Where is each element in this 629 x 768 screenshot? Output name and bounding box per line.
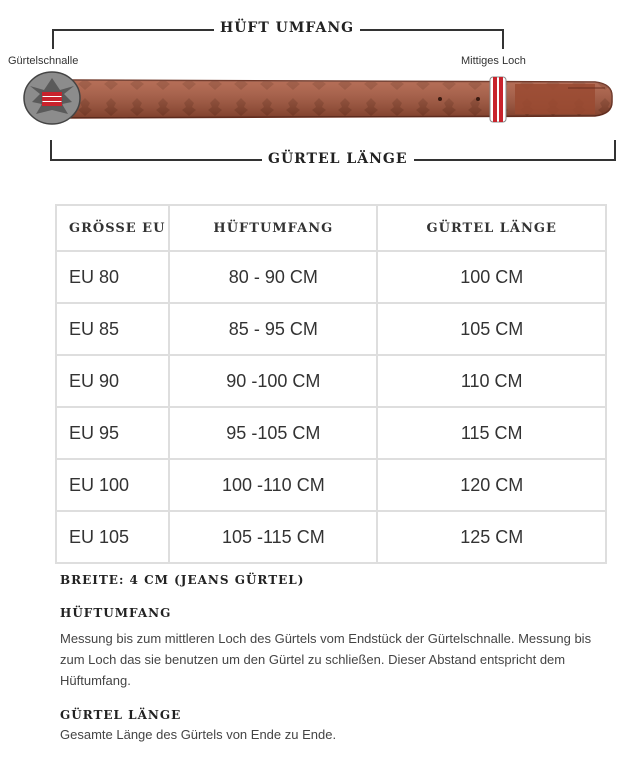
cell-length: 110 CM: [377, 355, 606, 407]
table-row: [56, 355, 606, 407]
cell-size: EU 90: [56, 355, 169, 407]
cell-hip: 80 - 90 CM: [169, 251, 377, 303]
hip-label: HÜFT UMFANG: [214, 20, 360, 36]
cell-length: 100 CM: [377, 251, 606, 303]
length-note-title: GÜRTEL LÄNGE: [60, 708, 182, 722]
cell-hip: 85 - 95 CM: [169, 303, 377, 355]
table-row: [56, 459, 606, 511]
hip-bracket-left: [52, 29, 54, 49]
cell-length: 125 CM: [377, 511, 606, 563]
hip-note-text: Messung bis zum mittleren Loch des Gürtels vom Endstück der Gürtelschnalle. Messung bis zum Loch das sie benutzen um den Gürtel zu schließen. Dieser Abstand entspricht dem Hüftumfang.: [60, 631, 592, 688]
belt-illustration: [20, 68, 620, 138]
width-note: BREITE: 4 CM (JEANS GÜRTEL): [60, 573, 305, 587]
cell-hip: 105 -115 CM: [169, 511, 377, 563]
length-bracket-right: [614, 140, 616, 160]
size-table: [55, 204, 607, 564]
table-row: [56, 303, 606, 355]
cell-hip: 95 -105 CM: [169, 407, 377, 459]
header-length: GÜRTEL LÄNGE: [377, 205, 606, 251]
cell-hip: 90 -100 CM: [169, 355, 377, 407]
hip-bracket-right: [502, 29, 504, 49]
length-bracket-left: [50, 140, 52, 160]
belt-length-label: GÜRTEL LÄNGE: [262, 151, 414, 167]
table-header-row: [56, 205, 606, 251]
cell-size: EU 80: [56, 251, 169, 303]
header-size: GRÖSSE EU: [56, 205, 169, 251]
table-row: [56, 511, 606, 563]
cell-size: EU 100: [56, 459, 169, 511]
middle-hole-label: Mittiges Loch: [461, 55, 526, 67]
header-hip: HÜFTUMFANG: [169, 205, 377, 251]
cell-length: 115 CM: [377, 407, 606, 459]
cell-length: 120 CM: [377, 459, 606, 511]
cell-size: EU 85: [56, 303, 169, 355]
table-row: [56, 251, 606, 303]
cell-size: EU 105: [56, 511, 169, 563]
table-row: [56, 407, 606, 459]
hip-note-title: HÜFTUMFANG: [60, 606, 172, 620]
length-note-text: Gesamte Länge des Gürtels von Ende zu Ende.: [60, 727, 337, 742]
cell-size: EU 95: [56, 407, 169, 459]
buckle-label: Gürtelschnalle: [8, 55, 79, 67]
cell-length: 105 CM: [377, 303, 606, 355]
cell-hip: 100 -110 CM: [169, 459, 377, 511]
